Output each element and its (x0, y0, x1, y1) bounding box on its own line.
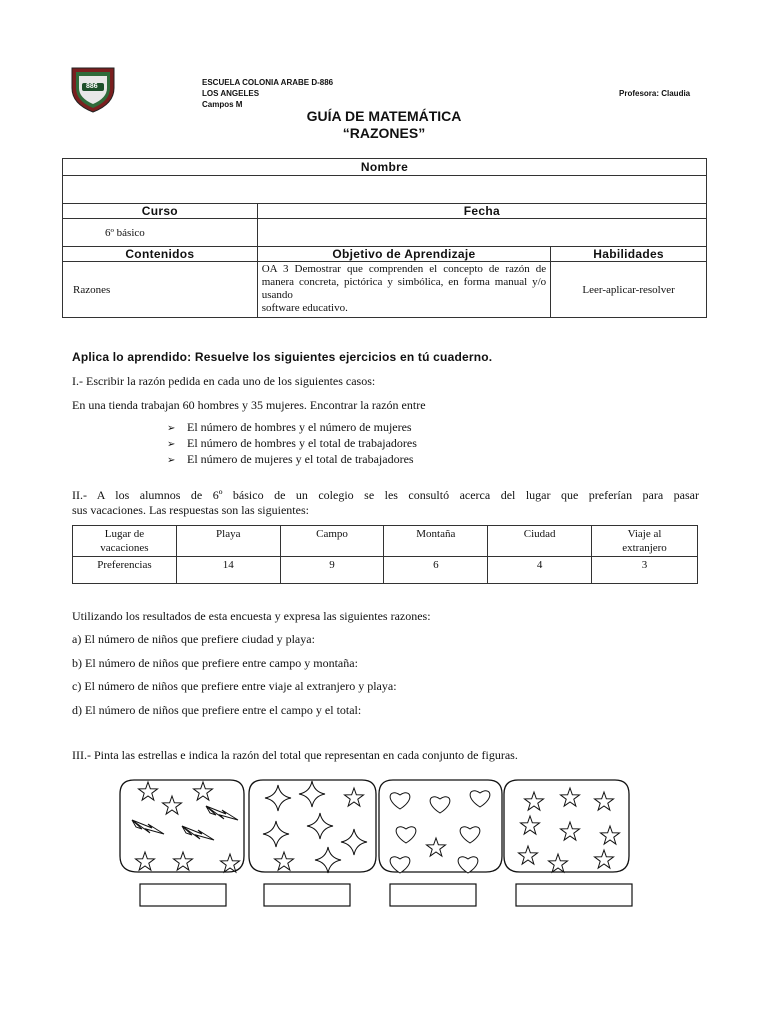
table-header-label: Lugar de vacaciones (73, 526, 177, 557)
answer-box[interactable] (516, 884, 632, 906)
figure-set-4 (504, 780, 632, 906)
section-1-heading: I.- Escribir la razón pedida en cada uno de los siguientes casos: (72, 374, 376, 388)
section-2-heading-end: sus vacaciones. Las respuestas son las siguientes: (72, 503, 309, 517)
contenidos-value: Razones (63, 262, 258, 318)
table-header-extranjero: Viaje al extranjero (592, 526, 698, 557)
figure-sets (110, 772, 650, 918)
table-row-label: Preferencias (73, 557, 177, 584)
table-header-playa: Playa (176, 526, 280, 557)
figure-set-2 (249, 780, 376, 906)
arrow-bullet-icon: ➢ (167, 423, 176, 434)
curso-value: 6º básico (63, 219, 258, 247)
objetivo-header: Objetivo de Aprendizaje (257, 247, 550, 262)
objetivo-value-end: software educativo. (261, 302, 348, 314)
table-cell: 4 (488, 557, 592, 584)
section-2-heading: II.- A los alumnos de 6º básico de un colegio se les consultó acerca del lugar que preferían para pasar (72, 488, 699, 502)
table-header-montana: Montaña (384, 526, 488, 557)
nombre-field[interactable] (63, 176, 707, 204)
table-cell: 6 (384, 557, 488, 584)
list-item: ➢ El número de hombres y el total de trabajadores (167, 436, 417, 450)
section-3-heading: III.- Pinta las estrellas e indica la razón del total que representan en cada conjunto de figuras. (72, 748, 518, 762)
habilidades-header: Habilidades (551, 247, 707, 262)
answer-box[interactable] (390, 884, 476, 906)
question-a: a) El número de niños que prefiere ciudad y playa: (72, 632, 315, 646)
instructions: Aplica lo aprendido: Resuelve los siguientes ejercicios en tú cuaderno. (72, 350, 493, 364)
table-header-ciudad: Ciudad (488, 526, 592, 557)
answer-box[interactable] (140, 884, 226, 906)
figure-set-3 (379, 780, 502, 906)
arrow-bullet-icon: ➢ (167, 455, 176, 466)
table-cell: 14 (176, 557, 280, 584)
section-1-intro: En una tienda trabajan 60 hombres y 35 mujeres. Encontrar la razón entre (72, 398, 426, 412)
question-b: b) El número de niños que prefiere entre campo y montaña: (72, 656, 358, 670)
table-cell: 3 (592, 557, 698, 584)
figure-set-1 (120, 780, 244, 906)
nombre-header: Nombre (63, 159, 707, 176)
school-logo (68, 64, 118, 114)
school-city: LOS ANGELES (202, 89, 260, 98)
vacation-preferences-table (72, 525, 698, 584)
fecha-field[interactable] (257, 219, 706, 247)
school-campus: Campos M (202, 100, 243, 109)
fecha-header: Fecha (257, 204, 706, 219)
school-name: ESCUELA COLONIA ARABE D-886 (202, 78, 334, 87)
curso-header: Curso (63, 204, 258, 219)
question-d: d) El número de niños que prefiere entre el campo y el total: (72, 703, 362, 717)
answer-box[interactable] (264, 884, 350, 906)
student-info-table (62, 158, 707, 318)
contenidos-header: Contenidos (63, 247, 258, 262)
guide-title: GUÍA DE MATEMÁTICA (306, 108, 462, 124)
section-1-list (167, 420, 417, 468)
section-2-prompt: Utilizando los resultados de esta encuesta y expresa las siguientes razones: (72, 609, 431, 623)
habilidades-value: Leer-aplicar-resolver (551, 262, 707, 318)
question-c: c) El número de niños que prefiere entre viaje al extranjero y playa: (72, 679, 397, 693)
objetivo-value: OA 3 Demostrar que comprenden el concepto de razón de manera concreta, pictórica y simbólica, en forma manual y/o usando (261, 263, 547, 301)
logo-text: 886 (86, 83, 98, 90)
guide-subtitle: “RAZONES” (342, 125, 426, 141)
arrow-bullet-icon: ➢ (167, 439, 176, 450)
table-cell: 9 (280, 557, 384, 584)
list-item: ➢ El número de hombres y el número de mujeres (167, 420, 412, 434)
list-item: ➢ El número de mujeres y el total de trabajadores (167, 452, 414, 466)
teacher-name: Profesora: Claudia (619, 89, 691, 98)
table-header-campo: Campo (280, 526, 384, 557)
